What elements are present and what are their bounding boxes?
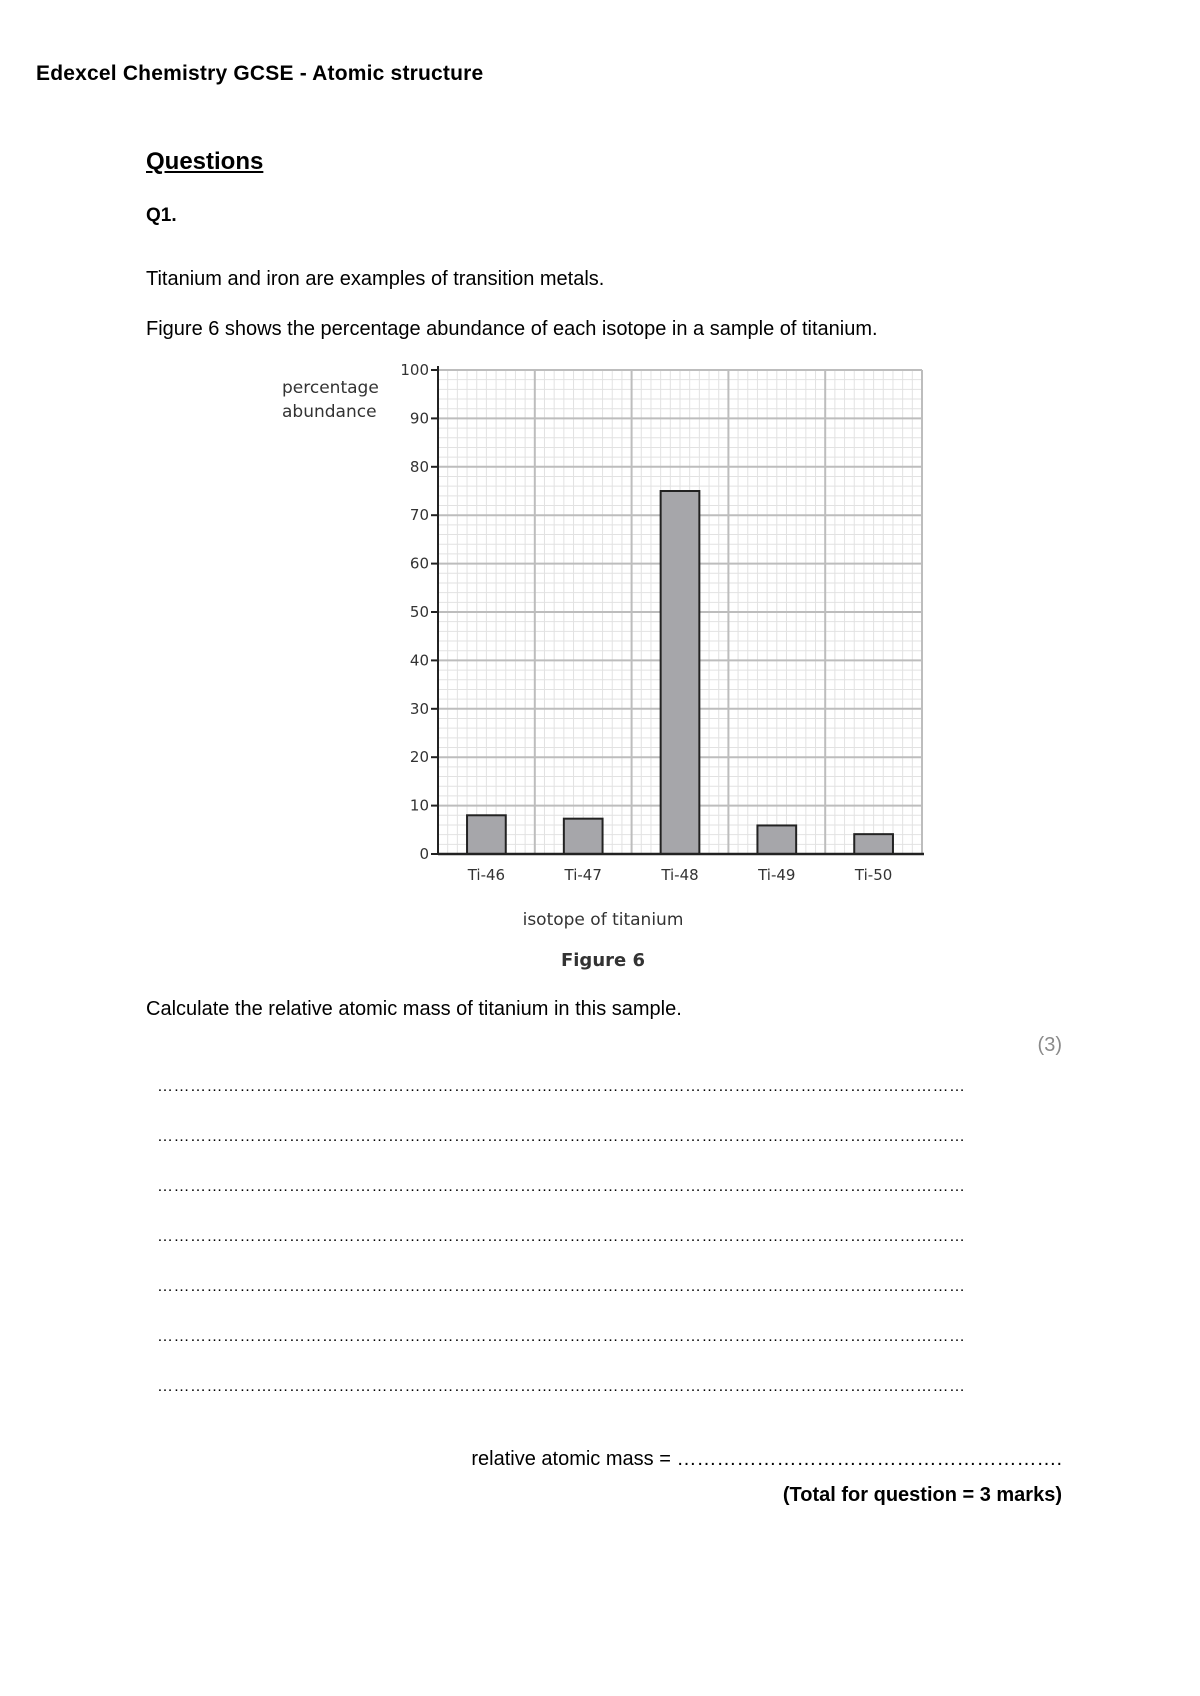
question-instruction: Calculate the relative atomic mass of titanium in this sample. <box>146 998 682 1020</box>
abundance-bar-chart <box>262 352 942 972</box>
total-marks: (Total for question = 3 marks) <box>782 1484 1062 1506</box>
x-tick-label: Ti-47 <box>564 866 602 884</box>
bar-ti-50 <box>854 834 893 854</box>
y-tick-label: 100 <box>400 361 429 379</box>
question-figure-reference: Figure 6 shows the percentage abundance of each isotope in a sample of titanium. <box>146 318 878 340</box>
bar-ti-49 <box>757 825 796 854</box>
y-tick-label: 70 <box>409 506 429 525</box>
document-header: Edexcel Chemistry GCSE - Atomic structure <box>36 62 484 85</box>
y-tick-label: 90 <box>409 409 429 428</box>
y-tick-label: 10 <box>409 796 429 815</box>
x-axis-label: isotope of titanium <box>522 910 684 930</box>
y-axis-ticks <box>400 361 438 863</box>
y-tick-label: 80 <box>409 457 429 476</box>
relative-atomic-mass-answer[interactable]: relative atomic mass = …………………………………………………. <box>471 1448 1062 1470</box>
y-axis-label-line1: percentage <box>282 378 379 398</box>
y-tick-label: 0 <box>419 845 429 863</box>
answer-line[interactable]: ………………………………………………………………………………………………………………………………… <box>157 1128 966 1145</box>
y-tick-label: 50 <box>409 603 429 621</box>
bar-ti-48 <box>661 491 700 854</box>
y-axis-label-line2: abundance <box>282 402 377 422</box>
answer-line[interactable]: ………………………………………………………………………………………………………………………………… <box>157 1078 966 1095</box>
marks-available: (3) <box>1037 1034 1062 1056</box>
question-intro: Titanium and iron are examples of transition metals. <box>146 268 605 290</box>
answer-line[interactable]: ………………………………………………………………………………………………………………………………… <box>157 1178 966 1195</box>
bar-ti-46 <box>467 815 506 854</box>
chart-bars <box>467 491 893 854</box>
x-tick-label: Ti-46 <box>467 866 506 884</box>
figure-caption: Figure 6 <box>560 950 646 971</box>
answer-line[interactable]: ………………………………………………………………………………………………………………………………… <box>157 1228 966 1245</box>
x-tick-label: Ti-50 <box>854 866 893 884</box>
x-axis-ticks <box>467 866 893 884</box>
x-tick-label: Ti-49 <box>758 866 796 884</box>
y-tick-label: 60 <box>409 554 429 573</box>
answer-line[interactable]: ………………………………………………………………………………………………………………………………… <box>157 1328 966 1345</box>
y-tick-label: 40 <box>409 651 429 670</box>
y-tick-label: 20 <box>409 748 429 767</box>
y-tick-label: 30 <box>409 699 429 718</box>
answer-line[interactable]: ………………………………………………………………………………………………………………………………… <box>157 1378 966 1395</box>
bar-ti-47 <box>564 819 603 854</box>
x-tick-label: Ti-48 <box>661 866 699 884</box>
question-number: Q1. <box>146 205 177 226</box>
answer-line[interactable]: ………………………………………………………………………………………………………………………………… <box>157 1278 966 1295</box>
section-title: Questions <box>146 148 264 175</box>
